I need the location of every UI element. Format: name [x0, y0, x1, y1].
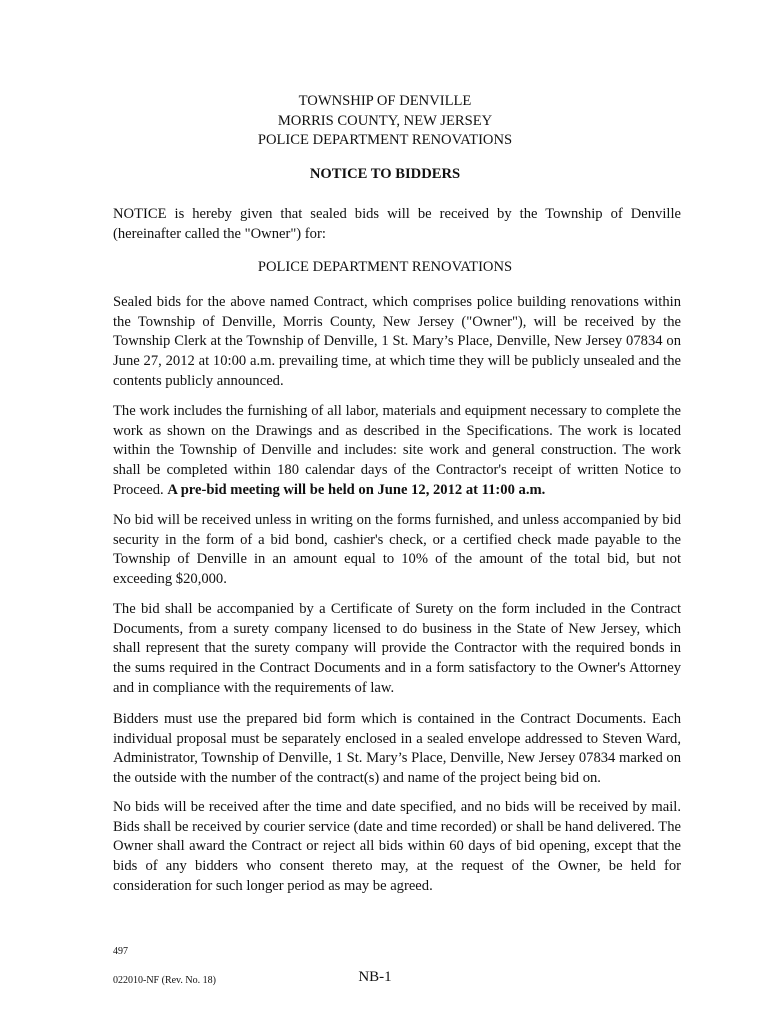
paragraph-bid-rules: No bids will be received after the time and date specified, and no bids will be received by mail. Bids shall be received by courier service (date and time recorded) or shall be hand delivered. The Owner shall award the Contract or reject all bids within 60 days of bid opening, except that the bids of any bidders who consent thereto may, at the request of the Owner, be held for consideration for such longer period as may be agreed. — [113, 799, 681, 894]
project-name: POLICE DEPARTMENT RENOVATIONS — [257, 259, 513, 275]
page-number: NB-1 — [358, 969, 392, 985]
footer-document-code: 022010-NF (Rev. No. 18) — [113, 975, 216, 986]
paragraph-bid-form: Bidders must use the prepared bid form which is contained in the Contract Documents. Each individual proposal must be separately enclosed in a sealed envelope addressed to Steven Ward, Administrator, Township of Denville, 1 St. Mary’s Place, Denville, New Jersey 07834 marked on the outside with the number of the contract(s) and name of the project being bid on. — [113, 711, 681, 787]
header-county: MORRIS COUNTY, NEW JERSEY — [277, 112, 493, 129]
header-township: TOWNSHIP OF DENVILLE — [298, 93, 472, 109]
paragraph-bid-receipt: Sealed bids for the above named Contract, which comprises police building renovations within the Township of Denville, Morris County, New Jersey ("Owner"), will be received by the Township Clerk at the Township of Denville, 1 St. Mary’s Place, Denville, New Jersey 07834 on June 27, 2012 at 10:00 a.m. prevailing time, at which time they will be publicly unsealed and the contents publicly announced. — [113, 294, 681, 389]
footer-number: 497 — [113, 946, 128, 957]
document-header — [0, 92, 770, 151]
page-title: NOTICE TO BIDDERS — [309, 166, 461, 182]
header-project: POLICE DEPARTMENT RENOVATIONS — [257, 132, 513, 148]
intro-paragraph: NOTICE is hereby given that sealed bids will be received by the Township of Denville (hereinafter called the "Owner") for: — [113, 206, 681, 242]
paragraph-bid-security: No bid will be received unless in writing on the forms furnished, and unless accompanied by bid security in the form of a bid bond, cashier's check, or a certified check made payable to the Township of Denville in an amount equal to 10% of the amount of the total bid, but not exceeding $20,000. — [113, 512, 681, 588]
paragraph-scope-of-work — [113, 402, 681, 501]
paragraph-surety: The bid shall be accompanied by a Certificate of Surety on the form included in the Contract Documents, from a surety company licensed to do business in the State of New Jersey, which shall represent that the surety company will provide the Contractor with the required bonds in the sums required in the Contract Documents and in a form satisfactory to the Owner's Attorney and in compliance with the requirements of law. — [113, 601, 681, 696]
pre-bid-meeting-notice: A pre-bid meeting will be held on June 12, 2012 at 11:00 a.m. — [167, 481, 546, 498]
scope-text: The work includes the furnishing of all labor, materials and equipment necessary to complete the work as shown on the Drawings and as described in the Specifications. The work is located within the Township of Denville and includes: site work and general construction. The work shall be completed within 180 calendar days of the Contractor's receipt of written Notice to Proceed. — [113, 403, 681, 498]
